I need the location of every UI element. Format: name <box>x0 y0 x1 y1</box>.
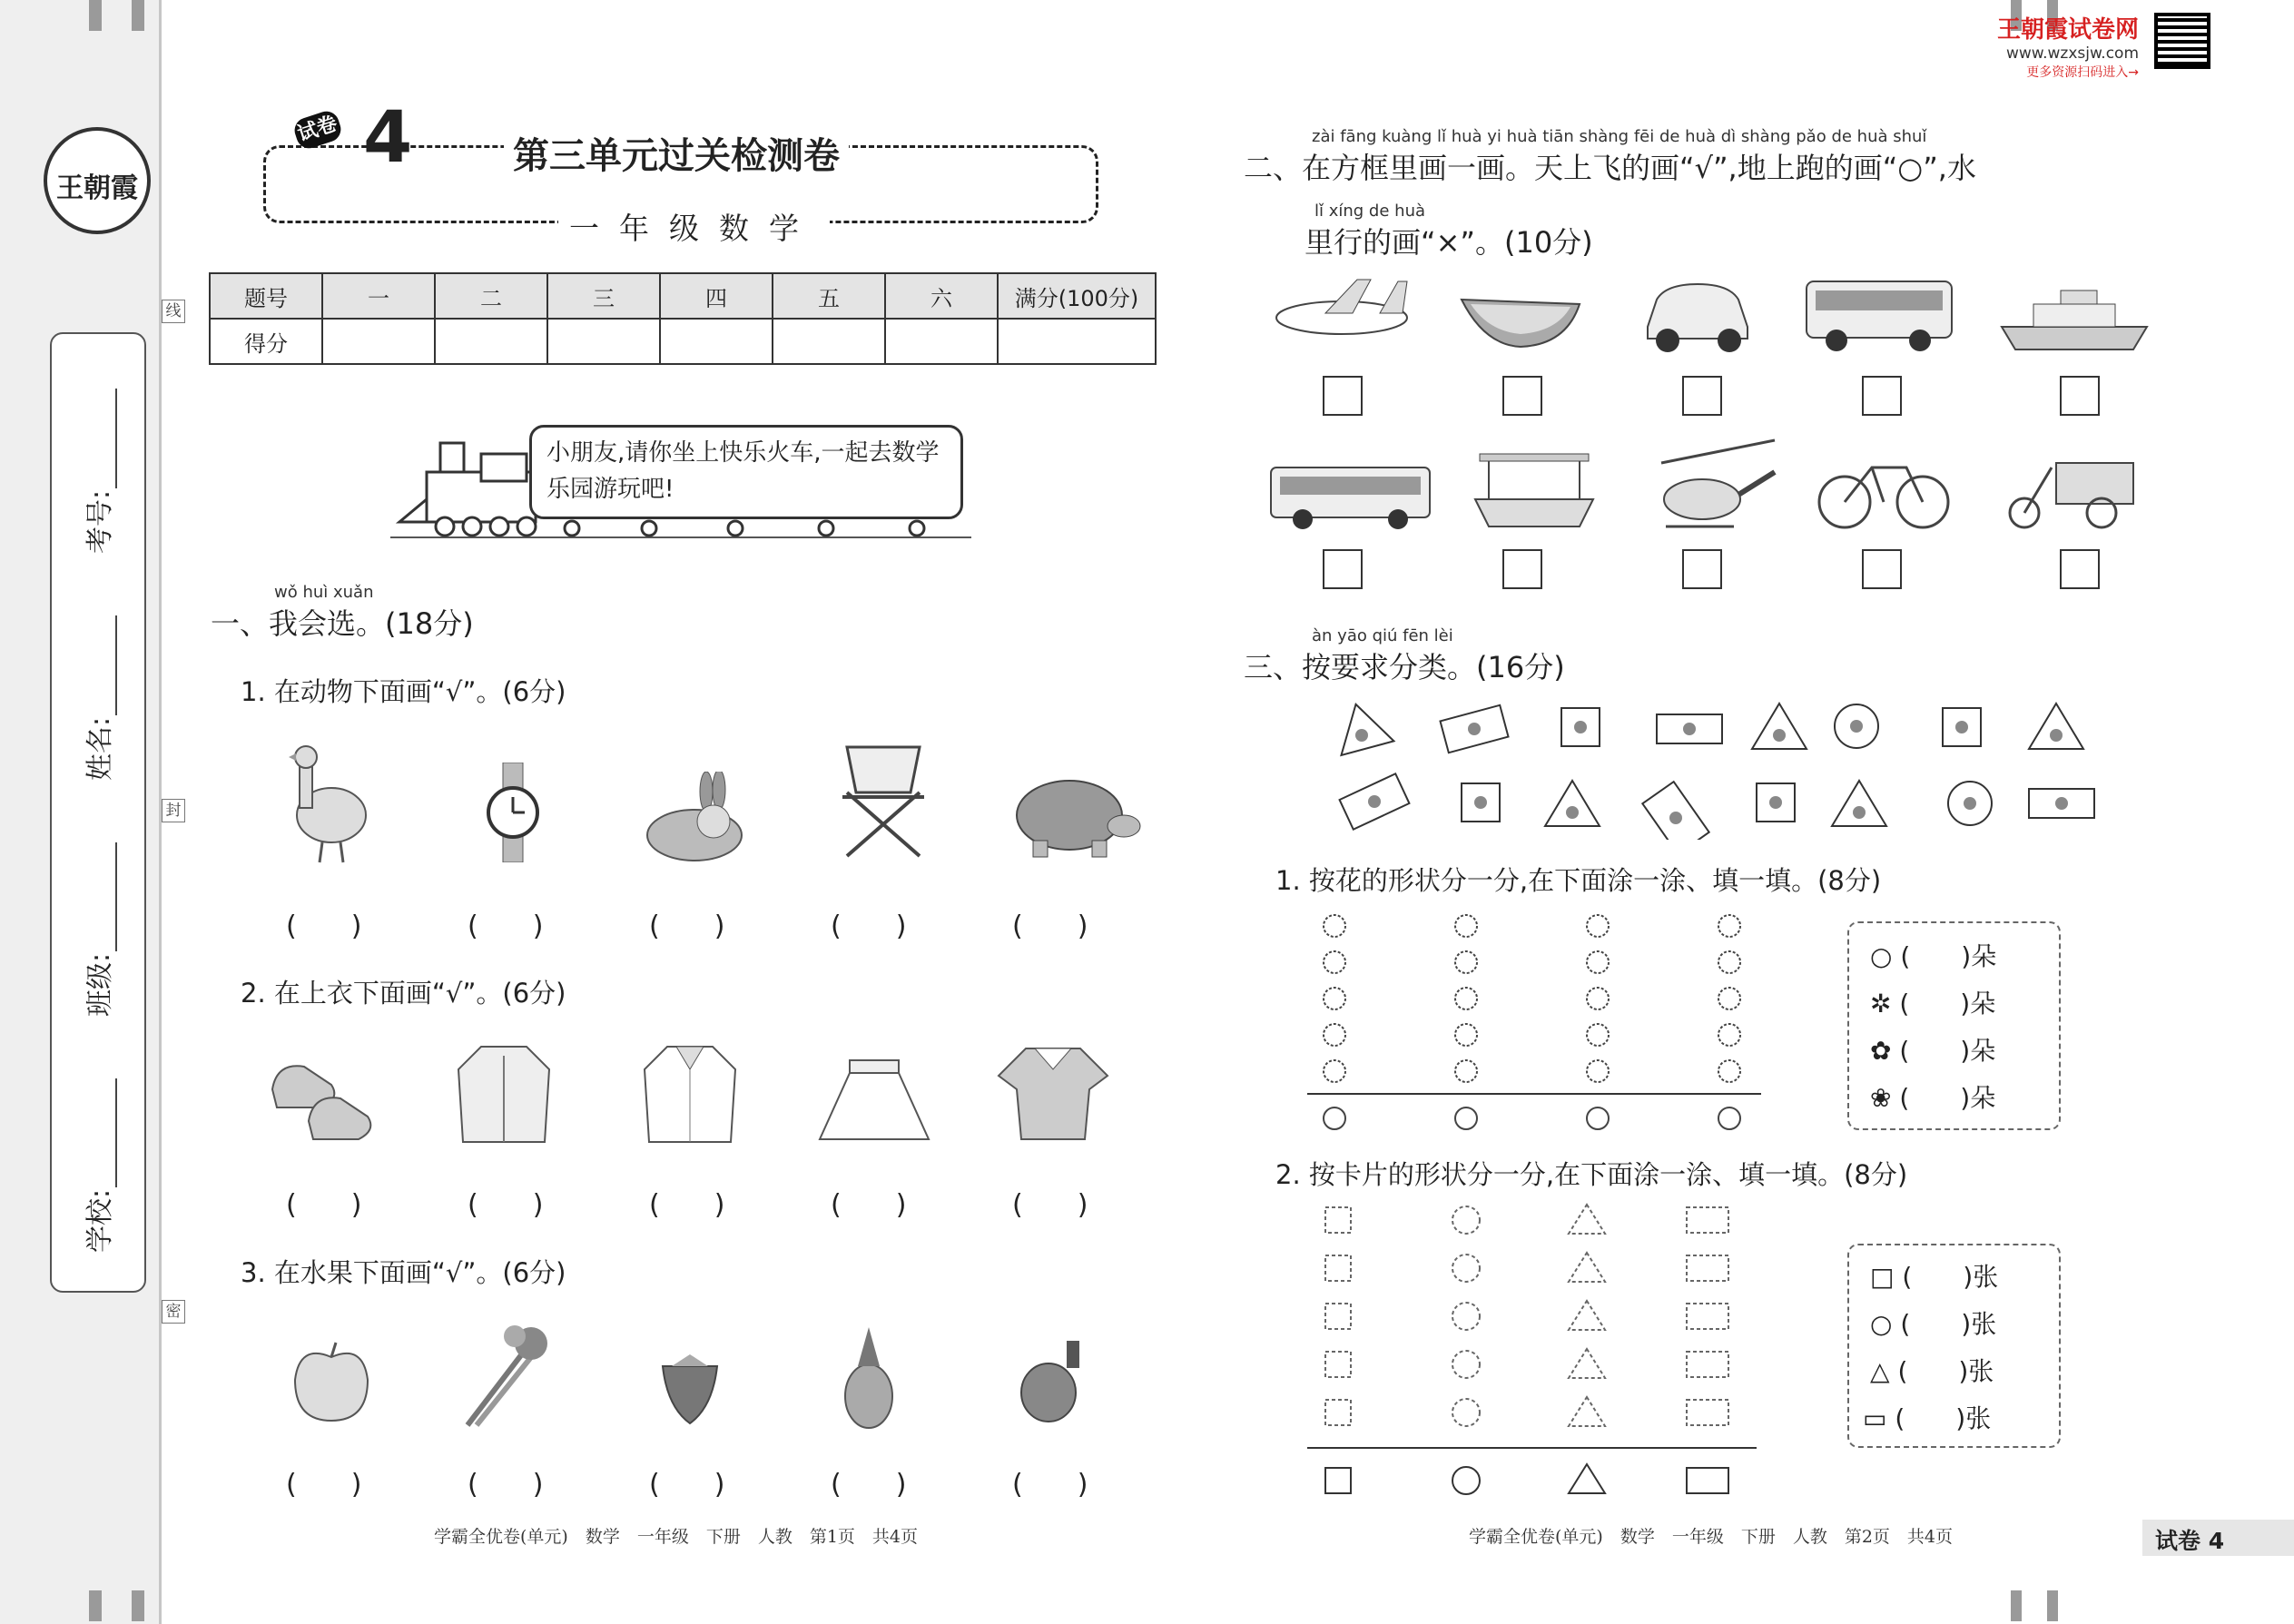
seal-char: 封 <box>162 799 185 822</box>
class-line <box>115 842 117 951</box>
rabbit-icon <box>635 772 744 862</box>
school-line <box>115 1078 117 1187</box>
turtle-icon <box>1006 770 1142 861</box>
helicopter-icon <box>1652 436 1779 536</box>
score-cell[interactable] <box>885 319 998 364</box>
score-head: 五 <box>773 273 885 319</box>
answer-paren[interactable]: ( ) <box>649 1189 725 1221</box>
card-count[interactable]: ( )张 <box>1902 1262 1999 1292</box>
answer-paren[interactable]: ( ) <box>468 910 544 942</box>
skirt-icon <box>815 1058 933 1144</box>
page-title: 第三单元过关检测卷 <box>504 127 849 179</box>
tricycle-icon <box>2002 454 2138 531</box>
score-head: 三 <box>547 273 660 319</box>
flower-legend-row: ○ ( )朵 <box>1870 941 1997 971</box>
section2-title-line2: 里行的画“×”。(10分) <box>1305 225 1593 260</box>
answer-box[interactable] <box>1862 376 1902 416</box>
shirt-icon <box>640 1042 740 1147</box>
answer-box[interactable] <box>2060 376 2100 416</box>
pineapple-icon <box>840 1325 899 1430</box>
score-cell[interactable] <box>435 319 547 364</box>
speech-bubble: 小朋友,请你坐上快乐火车,一起去数学乐园游玩吧! <box>529 425 963 519</box>
badge-number: 4 <box>363 97 413 179</box>
ship-icon <box>1997 286 2151 354</box>
card-legend-row: □ ( )张 <box>1870 1262 1999 1292</box>
flower-grid <box>1303 908 1766 1139</box>
score-cell[interactable] <box>322 319 435 364</box>
score-head: 一 <box>322 273 435 319</box>
name-label: 姓名: <box>84 716 116 781</box>
blouse-icon <box>994 1044 1112 1144</box>
card-legend-row: ○ ( )张 <box>1870 1309 1997 1339</box>
answer-paren[interactable]: ( ) <box>1012 1189 1088 1221</box>
answer-box[interactable] <box>1323 376 1363 416</box>
section1-q3: 3. 在水果下面画“√”。(6分) <box>241 1257 566 1288</box>
footer-right: 学霸全优卷(单元) 数学 一年级 下册 人教 第2页 共4页 <box>1469 1527 1954 1547</box>
score-head: 四 <box>660 273 773 319</box>
folding-chair-icon <box>833 743 933 861</box>
answer-paren[interactable]: ( ) <box>649 910 725 942</box>
card-legend-row: ▭ ( )张 <box>1863 1403 1992 1433</box>
score-table <box>209 272 1157 365</box>
binding-mark <box>2011 1590 2022 1621</box>
badge-label: 试卷 <box>291 108 344 152</box>
celery-icon <box>458 1325 558 1430</box>
car-icon <box>1639 277 1757 354</box>
city-bus-icon <box>1266 463 1434 531</box>
answer-paren[interactable]: ( ) <box>831 1469 907 1501</box>
sweater-icon <box>454 1042 554 1147</box>
answer-box[interactable] <box>1502 376 1542 416</box>
answer-box[interactable] <box>1862 549 1902 589</box>
answer-paren[interactable]: ( ) <box>468 1469 544 1501</box>
score-head: 题号 <box>210 273 322 319</box>
card-count[interactable]: ( )张 <box>1895 1403 1992 1433</box>
flower-count[interactable]: ( )朵 <box>1899 1036 1996 1066</box>
section3-pinyin: àn yāo qiú fēn lèi <box>1312 626 1453 645</box>
card-count[interactable]: ( )张 <box>1900 1309 1997 1339</box>
site-hint: 更多资源扫码进入→ <box>2026 65 2140 80</box>
score-head: 六 <box>885 273 998 319</box>
rowboat-icon <box>1457 281 1584 354</box>
site-logo <box>1997 11 2139 81</box>
exam-no-line <box>115 389 117 488</box>
seal-char: 密 <box>162 1300 185 1324</box>
answer-box[interactable] <box>1323 549 1363 589</box>
school-label: 学校: <box>84 1188 116 1253</box>
card-grid <box>1303 1203 1766 1502</box>
answer-box[interactable] <box>1502 549 1542 589</box>
paddle-boat-icon <box>1471 449 1598 531</box>
card-legend-row: △ ( )张 <box>1870 1356 1994 1386</box>
qr-code-icon <box>2154 13 2210 69</box>
card-count[interactable]: ( )张 <box>1897 1356 1994 1386</box>
flower-count[interactable]: ( )朵 <box>1899 989 1996 1019</box>
flower-legend-row: ❀ ( )朵 <box>1870 1083 1996 1113</box>
exam-no-label: 考号: <box>84 489 116 554</box>
answer-paren[interactable]: ( ) <box>286 1469 362 1501</box>
answer-paren[interactable]: ( ) <box>1012 1469 1088 1501</box>
shoes-icon <box>268 1044 386 1144</box>
section2-pinyin-line1: zài fāng kuàng lǐ huà yi huà tiān shàng fēi de huà dì shàng pǎo de huà shuǐ <box>1312 127 1927 146</box>
flower-count[interactable]: ( )朵 <box>1900 941 1997 971</box>
brand-logo-text: 王朝霞 <box>56 172 138 204</box>
student-info-box <box>50 332 146 1293</box>
section1-q2: 2. 在上衣下面画“√”。(6分) <box>241 978 566 1009</box>
binding-mark <box>89 0 102 31</box>
paper-tab <box>2142 1520 2294 1556</box>
score-head: 二 <box>435 273 547 319</box>
score-row-label: 得分 <box>210 319 322 364</box>
answer-paren[interactable]: ( ) <box>649 1469 725 1501</box>
section2-title-line1: 二、在方框里画一画。天上飞的画“√”,地上跑的画“○”,水 <box>1244 151 1976 185</box>
answer-paren[interactable]: ( ) <box>1012 910 1088 942</box>
section3-q1: 1. 按花的形状分一分,在下面涂一涂、填一填。(8分) <box>1275 865 1882 896</box>
strawberry-icon <box>658 1353 722 1425</box>
site-url: www.wzxsjw.com <box>2005 44 2140 63</box>
binding-mark <box>132 0 144 31</box>
score-cell[interactable] <box>998 319 1156 364</box>
seal-char: 线 <box>162 300 185 323</box>
answer-box[interactable] <box>1682 549 1722 589</box>
brand-logo <box>44 127 151 234</box>
section1-title: 一、我会选。(18分) <box>211 606 474 641</box>
section1-pinyin: wǒ huì xuǎn <box>274 583 374 602</box>
score-cell[interactable] <box>547 319 660 364</box>
flower-legend-row: ✲ ( )朵 <box>1870 989 1996 1019</box>
binding-mark <box>132 1590 144 1621</box>
paper-tab-label: 试卷 4 <box>2155 1528 2225 1554</box>
score-head: 满分(100分) <box>998 273 1156 319</box>
coach-bus-icon <box>1802 277 1956 354</box>
answer-paren[interactable]: ( ) <box>286 910 362 942</box>
answer-paren[interactable]: ( ) <box>468 1189 544 1221</box>
score-cell[interactable] <box>773 319 885 364</box>
answer-box[interactable] <box>1682 376 1722 416</box>
class-label: 班级: <box>84 952 116 1017</box>
score-cell[interactable] <box>660 319 773 364</box>
site-brand: 王朝霞试卷网 <box>1997 16 2140 44</box>
page-subtitle: 一年级数学 <box>558 205 830 248</box>
binding-mark <box>2047 1590 2058 1621</box>
footer-left: 学霸全优卷(单元) 数学 一年级 下册 人教 第1页 共4页 <box>434 1527 919 1547</box>
answer-paren[interactable]: ( ) <box>286 1189 362 1221</box>
answer-paren[interactable]: ( ) <box>831 1189 907 1221</box>
watch-icon <box>481 763 545 862</box>
name-line <box>115 615 117 715</box>
flower-count[interactable]: ( )朵 <box>1899 1083 1996 1113</box>
answer-paren[interactable]: ( ) <box>831 910 907 942</box>
eggplant-icon <box>1017 1336 1089 1427</box>
section3-q2: 2. 按卡片的形状分一分,在下面涂一涂、填一填。(8分) <box>1275 1159 1908 1190</box>
section3-title: 三、按要求分类。(16分) <box>1244 650 1565 684</box>
apple-icon <box>290 1339 372 1425</box>
goose-icon <box>281 744 372 867</box>
shape-cards <box>1334 694 2097 840</box>
binding-mark <box>89 1590 102 1621</box>
airplane-icon <box>1271 272 1412 354</box>
flower-legend-row: ✿ ( )朵 <box>1870 1036 1996 1066</box>
section1-q1: 1. 在动物下面画“√”。(6分) <box>241 676 566 707</box>
bicycle-icon <box>1816 449 1952 531</box>
answer-box[interactable] <box>2060 549 2100 589</box>
section2-pinyin-line2: lǐ xíng de huà <box>1314 202 1426 221</box>
